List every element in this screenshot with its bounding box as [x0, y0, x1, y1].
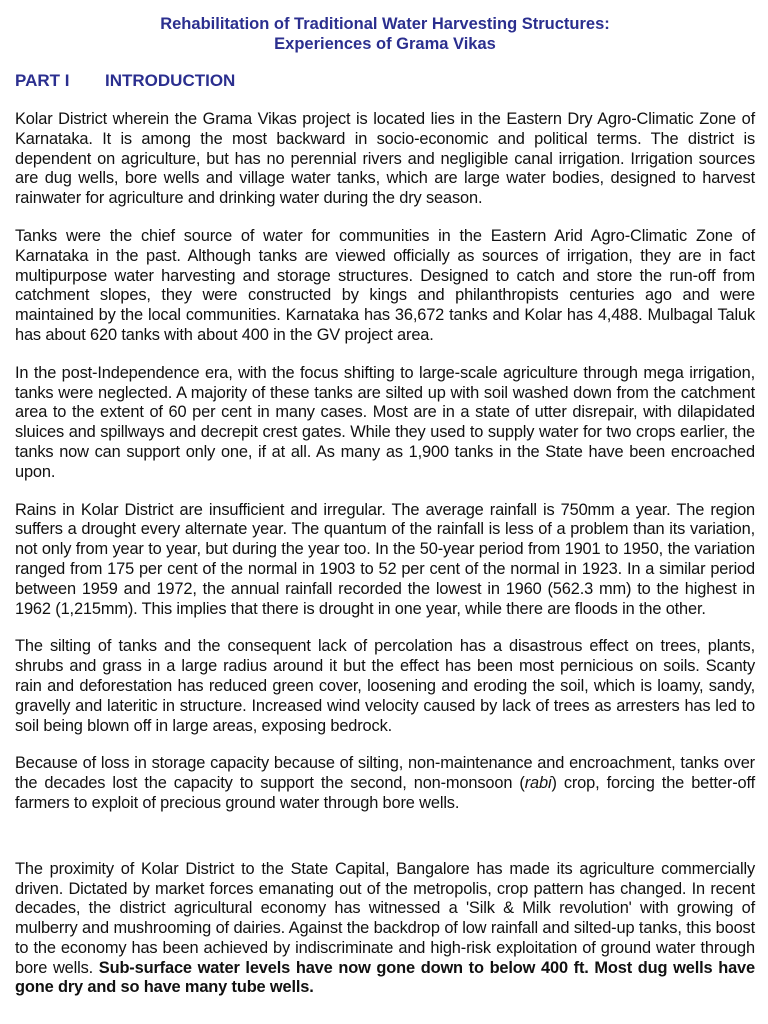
title-line-1: Rehabilitation of Traditional Water Harvesting Structures: — [160, 15, 610, 33]
paragraph-7-text: The proximity of Kolar District to the State Capital, Bangalore has made its agriculture commercially driven. Dictated by market forces emanating out of the metropolis, crop pattern has changed. In recent decades, the district agricultural economy has witnessed a 'Silk & Milk revolution' with growing of mulberry and mushrooming of dairies. Against the backdrop of low rainfall and silted-up tanks, this boost to the economy has been achieved by indiscriminate and high-risk exploitation of ground water through bore wells. — [15, 859, 755, 977]
paragraph-1: Kolar District wherein the Grama Vikas project is located lies in the Eastern Dry Agro-Climatic Zone of Karnataka. It is among the most backward in socio-economic and political terms. The district is dependent on agriculture, but has no perennial rivers and negligible canal irrigation. Irrigation sources are dug wells, bore wells and village water tanks, which are large water bodies, designed to harvest rainwater for agriculture and drinking water during the dry season. — [15, 110, 755, 208]
paragraph-6-italic: rabi — [524, 774, 552, 793]
paragraph-6-text-b: ) crop, forcing the better-off farmers to exploit of precious ground water through bore wells. — [15, 774, 755, 812]
paragraph-6 — [15, 754, 755, 813]
document-page — [15, 0, 755, 998]
paragraph-4: Rains in Kolar District are insufficient and irregular. The average rainfall is 750mm a year. The region suffers a drought every alternate year. The quantum of the rainfall is less of a problem than its variation, not only from year to year, but during the year too. In the 50-year period from 1901 to 1950, the variation ranged from 175 per cent of the normal in 1903 to 52 per cent of the normal in 1923. In a similar period between 1959 and 1972, the annual rainfall recorded the lowest in 1960 (562.3 mm) to the highest in 1962 (1,215mm). This implies that there is drought in one year, while there are floods in the other. — [15, 500, 755, 618]
paragraph-5: The silting of tanks and the consequent lack of percolation has a disastrous effect on trees, plants, shrubs and grass in a large radius around it but the effect has been most pernicious on soils. Scanty rain and deforestation has reduced green cover, loosening and eroding the soil, which is loamy, sandy, gravelly and lateritic in structure. Increased wind velocity caused by lack of trees as arresters has led to soil being blown off in large areas, exposing bedrock. — [15, 637, 755, 735]
paragraph-6-text-a: Because of loss in storage capacity because of silting, non-maintenance and encroachment, tanks over the decades lost the capacity to support the second, non-monsoon ( — [15, 754, 755, 793]
section-title: INTRODUCTION — [105, 71, 236, 90]
paragraph-2: Tanks were the chief source of water for communities in the Eastern Arid Agro-Climatic Zone of Karnataka in the past. Although tanks are viewed officially as sources of irrigation, they are in fact multipurpose water harvesting and storage structures. Designed to catch and store the run-off from catchment slopes, they were constructed by kings and philanthropists centuries ago and were maintained by the local communities. Karnataka has 36,672 tanks and Kolar has 4,488. Mulbagal Taluk has about 620 tanks with about 400 in the GV project area. — [15, 226, 755, 344]
document-title — [15, 14, 755, 54]
part-label: PART I — [15, 71, 70, 90]
paragraph-7-bold: Sub-surface water levels have now gone down to below 400 ft. Most dug wells have gone dry and so have many tube wells. — [15, 958, 755, 997]
paragraph-7 — [15, 860, 755, 999]
section-heading — [15, 71, 755, 93]
paragraph-3: In the post-Independence era, with the focus shifting to large-scale agriculture through mega irrigation, tanks were neglected. A majority of these tanks are silted up with soil washed down from the catchment area to the extent of 60 per cent in many cases. Most are in a state of utter disrepair, with dilapidated sluices and spillways and decrepit crest gates. While they used to supply water for two crops earlier, the tanks now can support only one, if at all. As many as 1,900 tanks in the State have been encroached upon. — [15, 363, 755, 481]
title-line-2: Experiences of Grama Vikas — [274, 35, 496, 53]
